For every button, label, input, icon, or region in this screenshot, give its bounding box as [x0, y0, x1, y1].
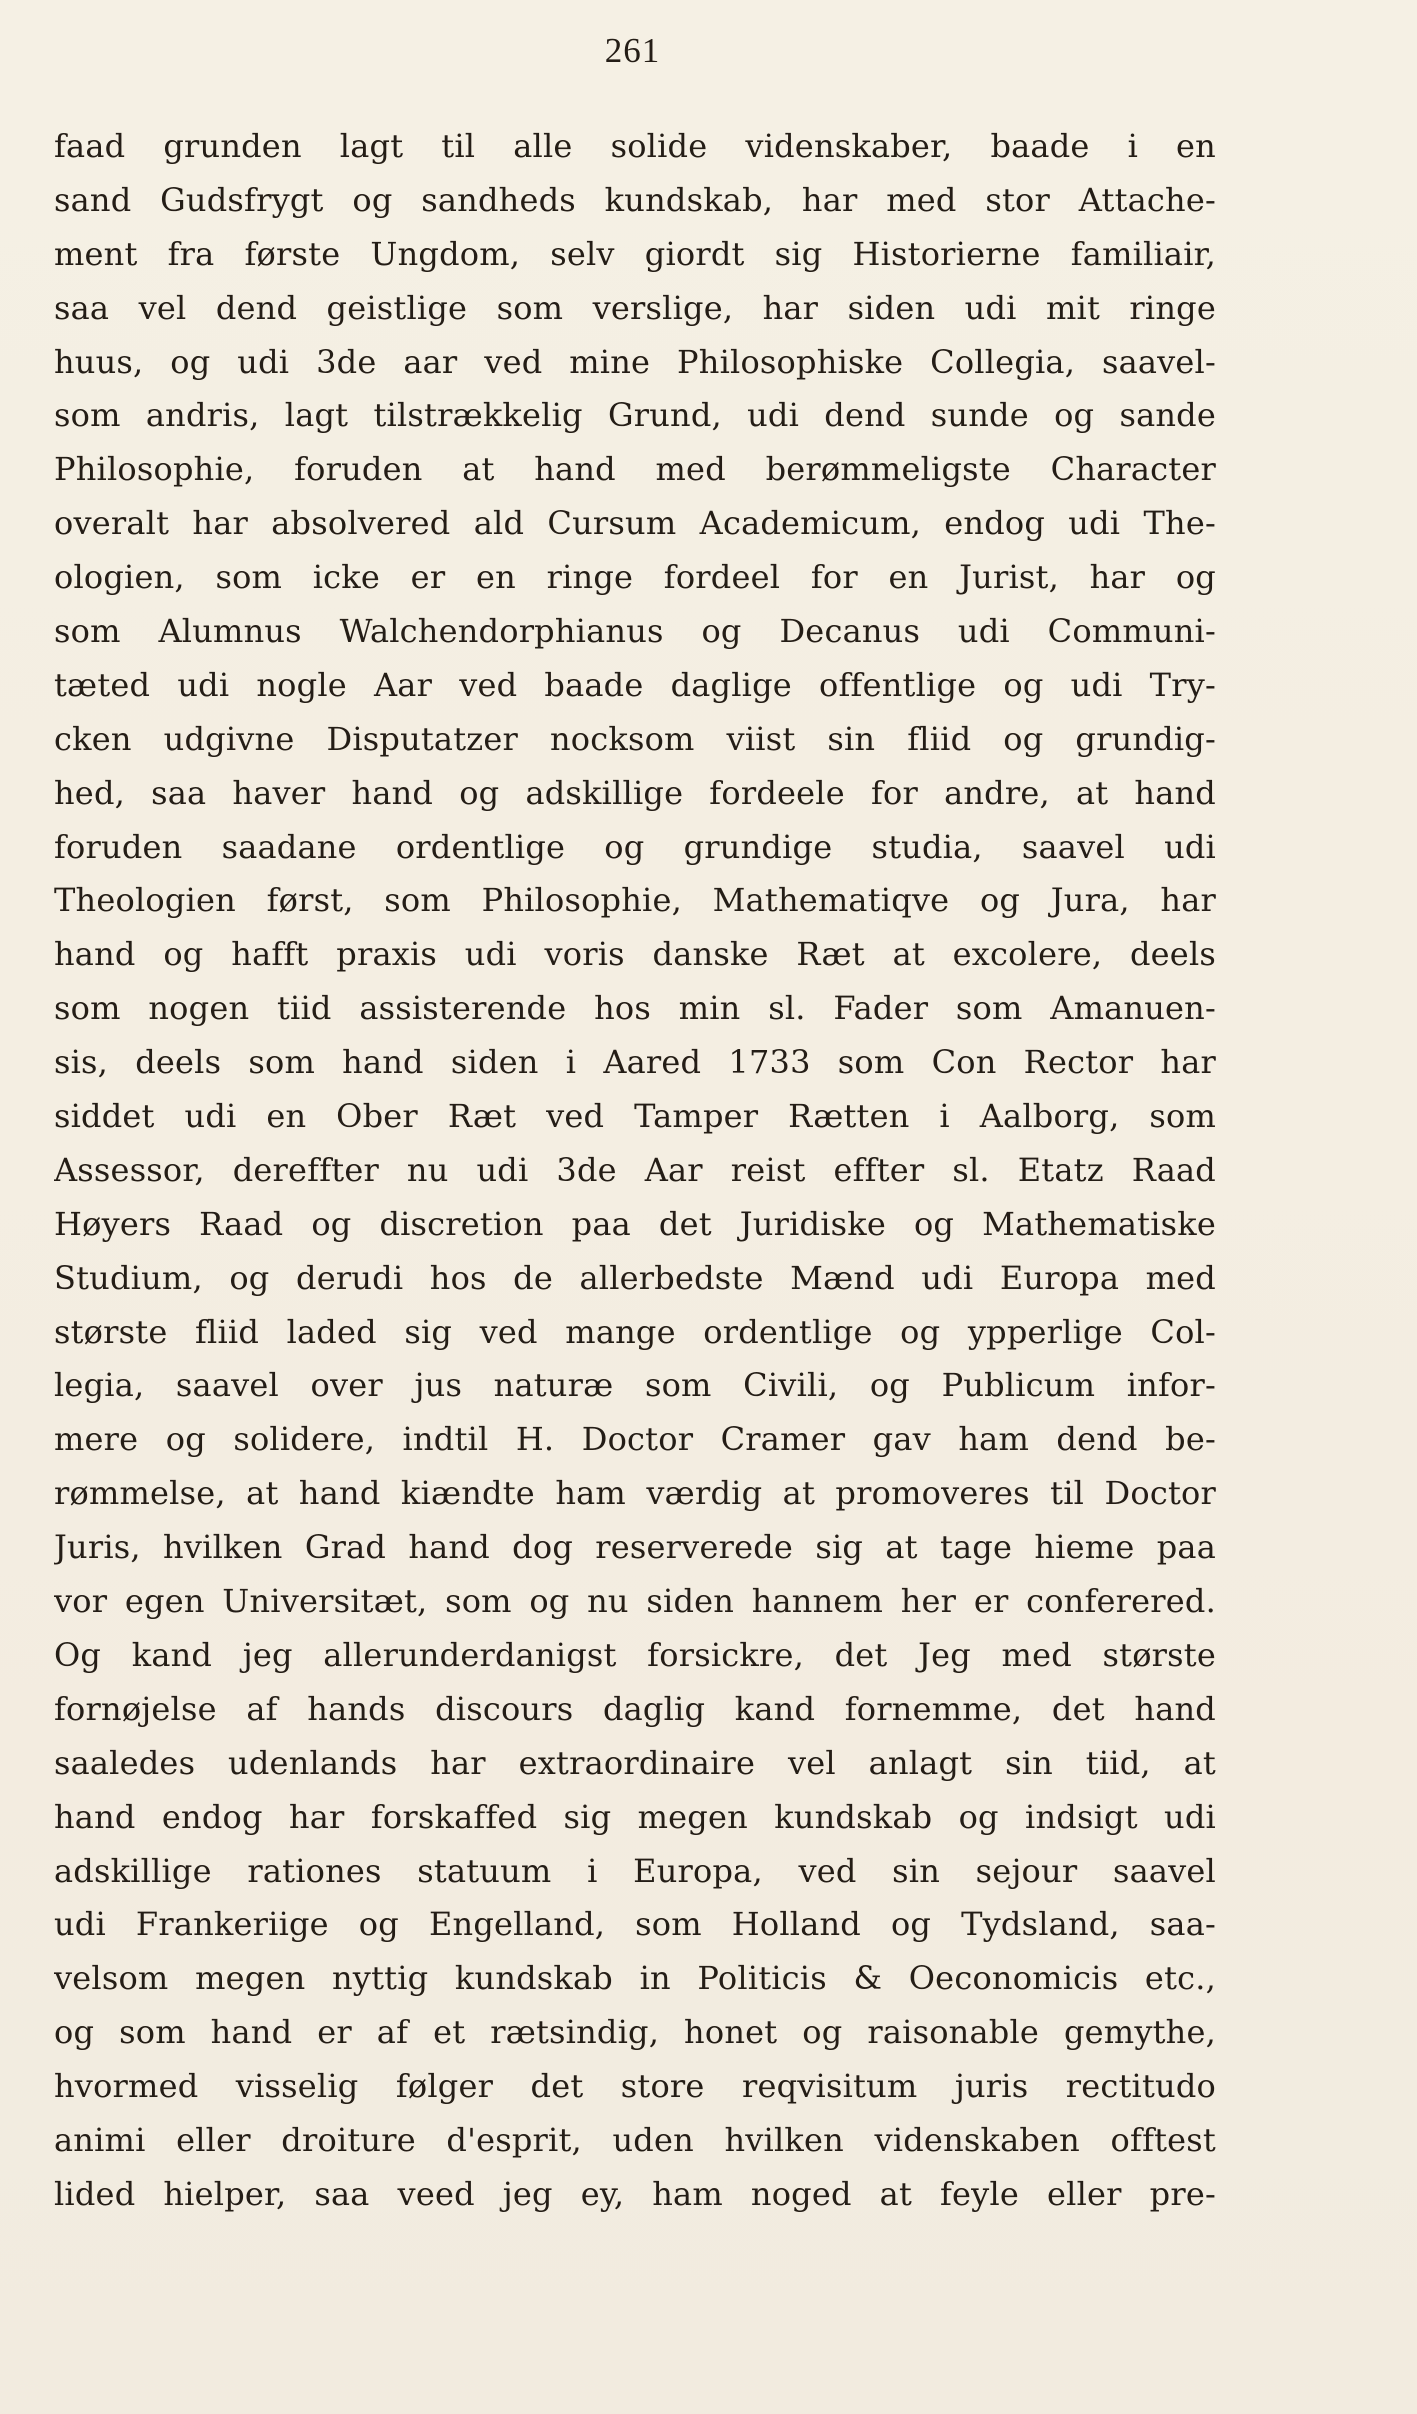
text-line: og som hand er af et rætsindig, honet og raisonable gemythe,	[54, 2013, 1216, 2052]
text-line: Studium, og derudi hos de allerbedste Mænd udi Europa med	[54, 1258, 1216, 1297]
text-line: overalt har absolvered ald Cursum Academicum, endog udi The-	[54, 504, 1216, 543]
text-line: største fliid laded sig ved mange ordentlige og ypperlige Col-	[54, 1312, 1216, 1351]
text-line: lided hielper, saa veed jeg ey, ham noged at feyle eller pre-	[54, 2174, 1216, 2213]
text-line: Høyers Raad og discretion paa det Juridiske og Mathematiske	[54, 1204, 1216, 1243]
text-line: saaledes udenlands har extraordinaire vel anlagt sin tiid, at	[54, 1743, 1216, 1782]
text-line: hand endog har forskaffed sig megen kundskab og indsigt udi	[54, 1797, 1216, 1836]
text-line: faad grunden lagt til alle solide videnskaber, baade i en	[54, 127, 1216, 165]
text-line: hvormed visselig følger det store reqvisitum juris rectitudo	[54, 2067, 1216, 2106]
text-line: animi eller droiture d'esprit, uden hvilken videnskaben offtest	[54, 2120, 1216, 2159]
text-line: sand Gudsfrygt og sandheds kundskab, har med stor Attache-	[54, 180, 1216, 219]
text-line: cken udgivne Disputatzer nocksom viist sin fliid og grundig-	[54, 719, 1216, 758]
text-line: hed, saa haver hand og adskillige fordeele for andre, at hand	[54, 773, 1216, 812]
text-line: som nogen tiid assisterende hos min sl. Fader som Amanuen-	[54, 989, 1216, 1028]
text-line: vor egen Universitæt, som og nu siden hannem her er conferered.	[54, 1582, 1216, 1621]
text-line: som Alumnus Walchendorphianus og Decanus udi Communi-	[54, 612, 1216, 651]
text-line: sis, deels som hand siden i Aared 1733 som Con Rector har	[54, 1043, 1216, 1082]
text-line: mere og solidere, indtil H. Doctor Cramer gav ham dend be-	[54, 1420, 1216, 1459]
text-line: Juris, hvilken Grad hand dog reserverede sig at tage hieme paa	[54, 1528, 1216, 1567]
text-line: Philosophie, foruden at hand med berømmeligste Character	[54, 450, 1216, 489]
text-line: legia, saavel over jus naturæ som Civili, og Publicum infor-	[54, 1366, 1216, 1405]
text-line: adskillige rationes statuum i Europa, ved sin sejour saavel	[54, 1851, 1216, 1890]
text-line: ment fra første Ungdom, selv giordt sig Historierne familiair,	[54, 234, 1216, 273]
text-line: som andris, lagt tilstrækkelig Grund, udi dend sunde og sande	[54, 396, 1216, 435]
text-line: ologien, som icke er en ringe fordeel for en Jurist, har og	[54, 558, 1216, 597]
text-line: Assessor, dereffter nu udi 3de Aar reist effter sl. Etatz Raad	[54, 1150, 1216, 1189]
text-line: saa vel dend geistlige som verslige, har siden udi mit ringe	[54, 288, 1216, 327]
page-number: 261	[604, 31, 661, 70]
text-line: hand og hafft praxis udi voris danske Ræt at excolere, deels	[54, 935, 1216, 974]
text-line: fornøjelse af hands discours daglig kand fornemme, det hand	[54, 1689, 1216, 1728]
text-line: velsom megen nyttig kundskab in Politicis & Oeconomicis etc.,	[54, 1959, 1216, 1998]
text-line: foruden saadane ordentlige og grundige studia, saavel udi	[54, 827, 1216, 866]
text-line: siddet udi en Ober Ræt ved Tamper Rætten i Aalborg, som	[54, 1097, 1216, 1136]
text-line: udi Frankeriige og Engelland, som Holland og Tydsland, saa-	[54, 1905, 1216, 1944]
body-text	[54, 120, 1216, 2222]
text-line: tæted udi nogle Aar ved baade daglige offentlige og udi Try-	[54, 665, 1216, 704]
text-line: Og kand jeg allerunderdanigst forsickre, det Jeg med største	[54, 1635, 1216, 1674]
text-line: huus, og udi 3de aar ved mine Philosophiske Collegia, saavel-	[54, 342, 1216, 381]
text-line: Theologien først, som Philosophie, Mathematiqve og Jura, har	[54, 881, 1216, 920]
text-line: rømmelse, at hand kiændte ham værdig at promoveres til Doctor	[54, 1474, 1216, 1513]
